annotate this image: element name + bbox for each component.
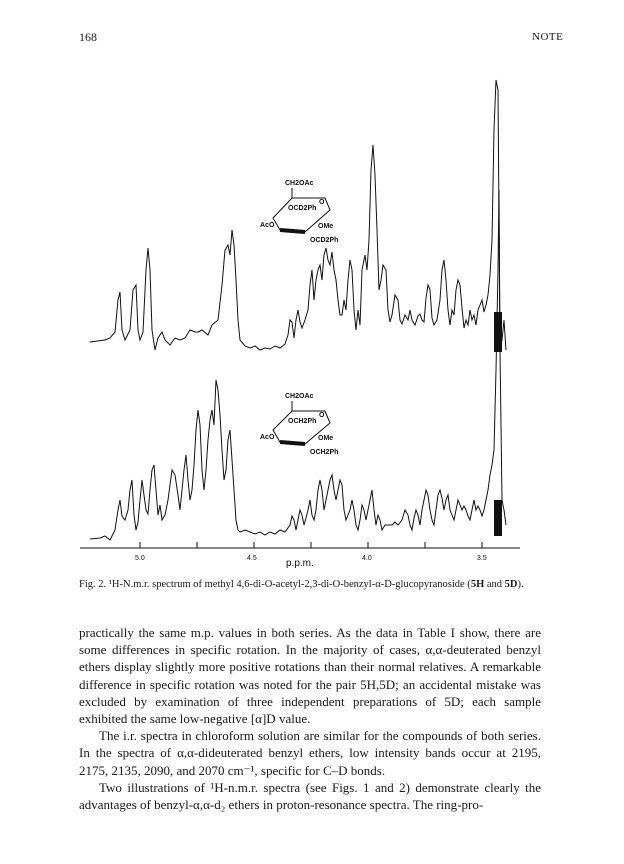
- svg-text:OCH2Ph: OCH2Ph: [310, 449, 339, 456]
- nmr-spectrum-figure: [80, 70, 520, 570]
- svg-text:O: O: [319, 199, 325, 206]
- bottom-tail-mark: [494, 500, 502, 536]
- tick-label-3.5: 3.5: [477, 555, 487, 562]
- svg-text:OMe: OMe: [318, 435, 334, 442]
- svg-text:O: O: [319, 412, 325, 419]
- structure-bottom: [260, 393, 338, 456]
- svg-text:OCD2Ph: OCD2Ph: [310, 237, 339, 244]
- tick-label-4.0: 4.0: [362, 555, 372, 562]
- paragraph-1: practically the same m.p. values in both series. As the data in Table I show, there are some differences in specific rotation. In the majority of cases, α,α-deuterated benzyl ethers display slightly more positive rotations than their normal relatives. A remarkable difference in specific rotation was noted for the pair 5H,5D; an accidental mistake was excluded by examination of three independent preparations of 5D; each sample exhibited the same low-negative [α]D value.: [79, 625, 541, 727]
- paragraph-3: Two illustrations of ¹H-n.m.r. spectra (see Figs. 1 and 2) demonstrate clearly the advantages of benzyl-α,α-d₂ ethers in proton-resonance spectra. The ring-pro-: [79, 779, 541, 813]
- paragraph-2: The i.r. spectra in chloroform solution are similar for the compounds of both series. In the spectra of α,α-dideuterated benzyl ethers, low intensity bands occur at 2195, 2175, 2135, 2090, and 2070 cm⁻¹, specific for C–D bonds.: [79, 728, 541, 778]
- svg-text:AcO: AcO: [260, 222, 275, 229]
- page-number: 168: [79, 30, 97, 44]
- tick-label-4.5: 4.5: [247, 555, 257, 562]
- svg-text:OCH2Ph: OCH2Ph: [288, 418, 317, 425]
- top-tail-mark: [494, 312, 502, 352]
- axis-unit-label: p.p.m.: [286, 558, 314, 569]
- spectrum-trace-top: [90, 80, 506, 350]
- tick-label-5.0: 5.0: [135, 555, 145, 562]
- body-text: [79, 624, 541, 813]
- figure-caption: Fig. 2. ¹H-N.m.r. spectrum of methyl 4,6-di-O-acetyl-2,3-di-O-benzyl-α-D-glucopyranoside (5H and 5D).: [79, 579, 524, 590]
- running-head: NOTE: [532, 31, 564, 43]
- svg-text:AcO: AcO: [260, 434, 275, 441]
- spectrum-trace-bottom: [90, 190, 506, 540]
- svg-text:CH2OAc: CH2OAc: [285, 393, 314, 400]
- structure-top: [260, 180, 338, 244]
- svg-text:OMe: OMe: [318, 223, 334, 230]
- svg-text:CH2OAc: CH2OAc: [285, 180, 314, 187]
- svg-text:OCD2Ph: OCD2Ph: [288, 205, 317, 212]
